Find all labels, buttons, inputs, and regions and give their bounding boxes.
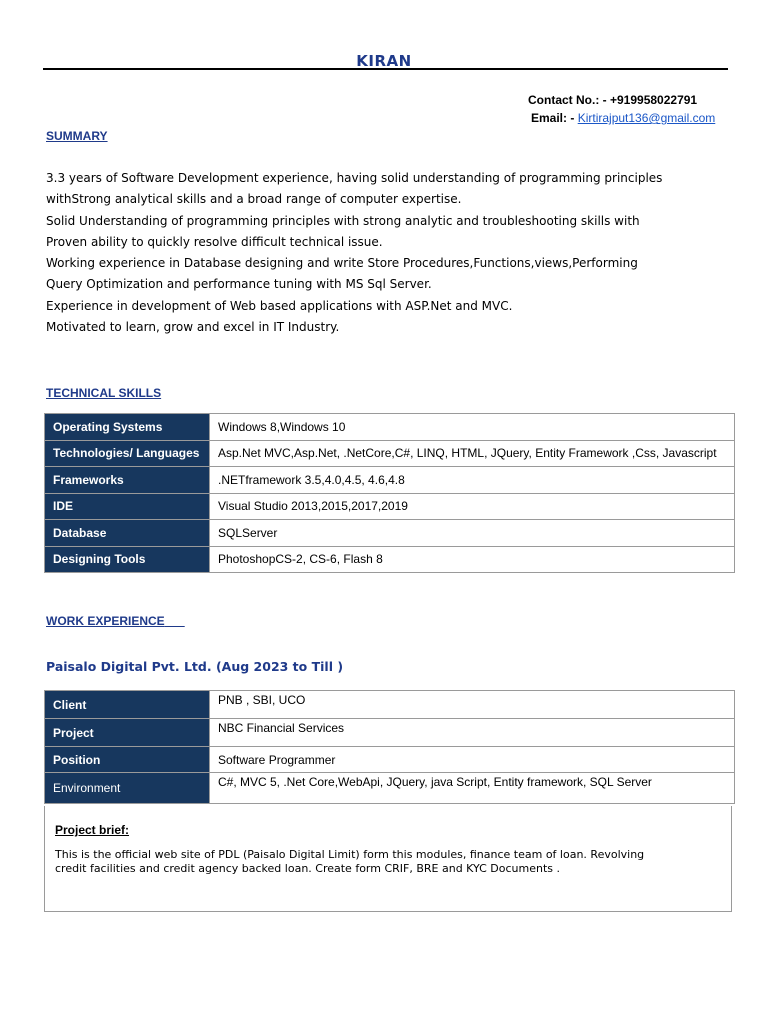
table-row bbox=[45, 691, 735, 719]
company-title: Paisalo Digital Pvt. Ltd. (Aug 2023 to Till ) bbox=[46, 659, 344, 674]
project-field-label: Position bbox=[45, 747, 210, 773]
skill-value: PhotoshopCS-2, CS-6, Flash 8 bbox=[210, 546, 735, 573]
work-experience-heading-text: WORK EXPERIENCE bbox=[46, 614, 165, 628]
skill-label: Operating Systems bbox=[45, 414, 210, 441]
skill-value: SQLServer bbox=[210, 520, 735, 547]
contact-number-row bbox=[528, 91, 715, 109]
summary-line: Solid Understanding of programming principles with strong analytic and troubleshooting skills with bbox=[46, 213, 640, 228]
summary-line: Experience in development of Web based applications with ASP.Net and MVC. bbox=[46, 298, 513, 313]
header-divider bbox=[43, 68, 728, 70]
work-experience-heading bbox=[46, 614, 185, 628]
skill-label: Frameworks bbox=[45, 467, 210, 494]
table-row bbox=[45, 440, 735, 467]
project-field-value: PNB , SBI, UCO bbox=[210, 691, 735, 719]
project-brief-title: Project brief: bbox=[55, 823, 130, 837]
email-row bbox=[528, 109, 715, 127]
project-field-value: C#, MVC 5, .Net Core,WebApi, JQuery, java Script, Entity framework, SQL Server bbox=[210, 773, 735, 804]
summary-text bbox=[46, 168, 736, 338]
email-link[interactable]: Kirtirajput136@gmail.com bbox=[577, 111, 716, 125]
skill-value: .NETframework 3.5,4.0,4.5, 4.6,4.8 bbox=[210, 467, 735, 494]
candidate-name: KIRAN bbox=[356, 52, 412, 70]
project-field-value: Software Programmer bbox=[210, 747, 735, 773]
skill-label: Designing Tools bbox=[45, 546, 210, 573]
table-row bbox=[45, 520, 735, 547]
project-brief-line: This is the official web site of PDL (Paisalo Digital Limit) form this modules, finance team of loan. Revolving bbox=[55, 848, 645, 861]
technical-skills-heading: TECHNICAL SKILLS bbox=[46, 386, 162, 400]
project-field-label: Project bbox=[45, 719, 210, 747]
table-row bbox=[45, 493, 735, 520]
skill-value: Windows 8,Windows 10 bbox=[210, 414, 735, 441]
table-row bbox=[45, 467, 735, 494]
summary-line: Working experience in Database designing and write Store Procedures,Functions,views,Performing bbox=[46, 256, 638, 271]
skill-value: Visual Studio 2013,2015,2017,2019 bbox=[210, 493, 735, 520]
skill-label: IDE bbox=[45, 493, 210, 520]
project-field-label: Environment bbox=[45, 773, 210, 804]
skill-value: Asp.Net MVC,Asp.Net, .NetCore,C#, LINQ, HTML, JQuery, Entity Framework ,Css, Javascript bbox=[210, 440, 735, 467]
table-row bbox=[45, 546, 735, 573]
project-brief-line: credit facilities and credit agency backed loan. Create form CRIF, BRE and KYC Documents . bbox=[55, 861, 561, 875]
table-row bbox=[45, 414, 735, 441]
summary-line: withStrong analytical skills and a broad range of computer expertise. bbox=[46, 192, 462, 207]
technical-skills-table bbox=[44, 413, 735, 573]
summary-line: 3.3 years of Software Development experience, having solid understanding of programming principles bbox=[46, 171, 663, 185]
contact-number-value: +919958022791 bbox=[610, 93, 698, 107]
table-row bbox=[45, 719, 735, 747]
skill-label: Technologies/ Languages bbox=[45, 440, 210, 467]
project-field-value: NBC Financial Services bbox=[210, 719, 735, 747]
summary-heading: SUMMARY bbox=[46, 129, 108, 143]
table-row bbox=[45, 773, 735, 804]
contact-block bbox=[528, 91, 715, 127]
project-details-table bbox=[44, 690, 735, 804]
summary-line: Motivated to learn, grow and excel in IT Industry. bbox=[46, 320, 340, 335]
skill-label: Database bbox=[45, 520, 210, 547]
project-brief-text bbox=[55, 848, 725, 875]
summary-line: Query Optimization and performance tuning with MS Sql Server. bbox=[46, 277, 432, 292]
table-row bbox=[45, 747, 735, 773]
summary-line: Proven ability to quickly resolve difficult technical issue. bbox=[46, 234, 383, 249]
email-label: Email: - bbox=[531, 111, 578, 125]
contact-number-label: Contact No.: - bbox=[528, 93, 610, 107]
project-field-label: Client bbox=[45, 691, 210, 719]
